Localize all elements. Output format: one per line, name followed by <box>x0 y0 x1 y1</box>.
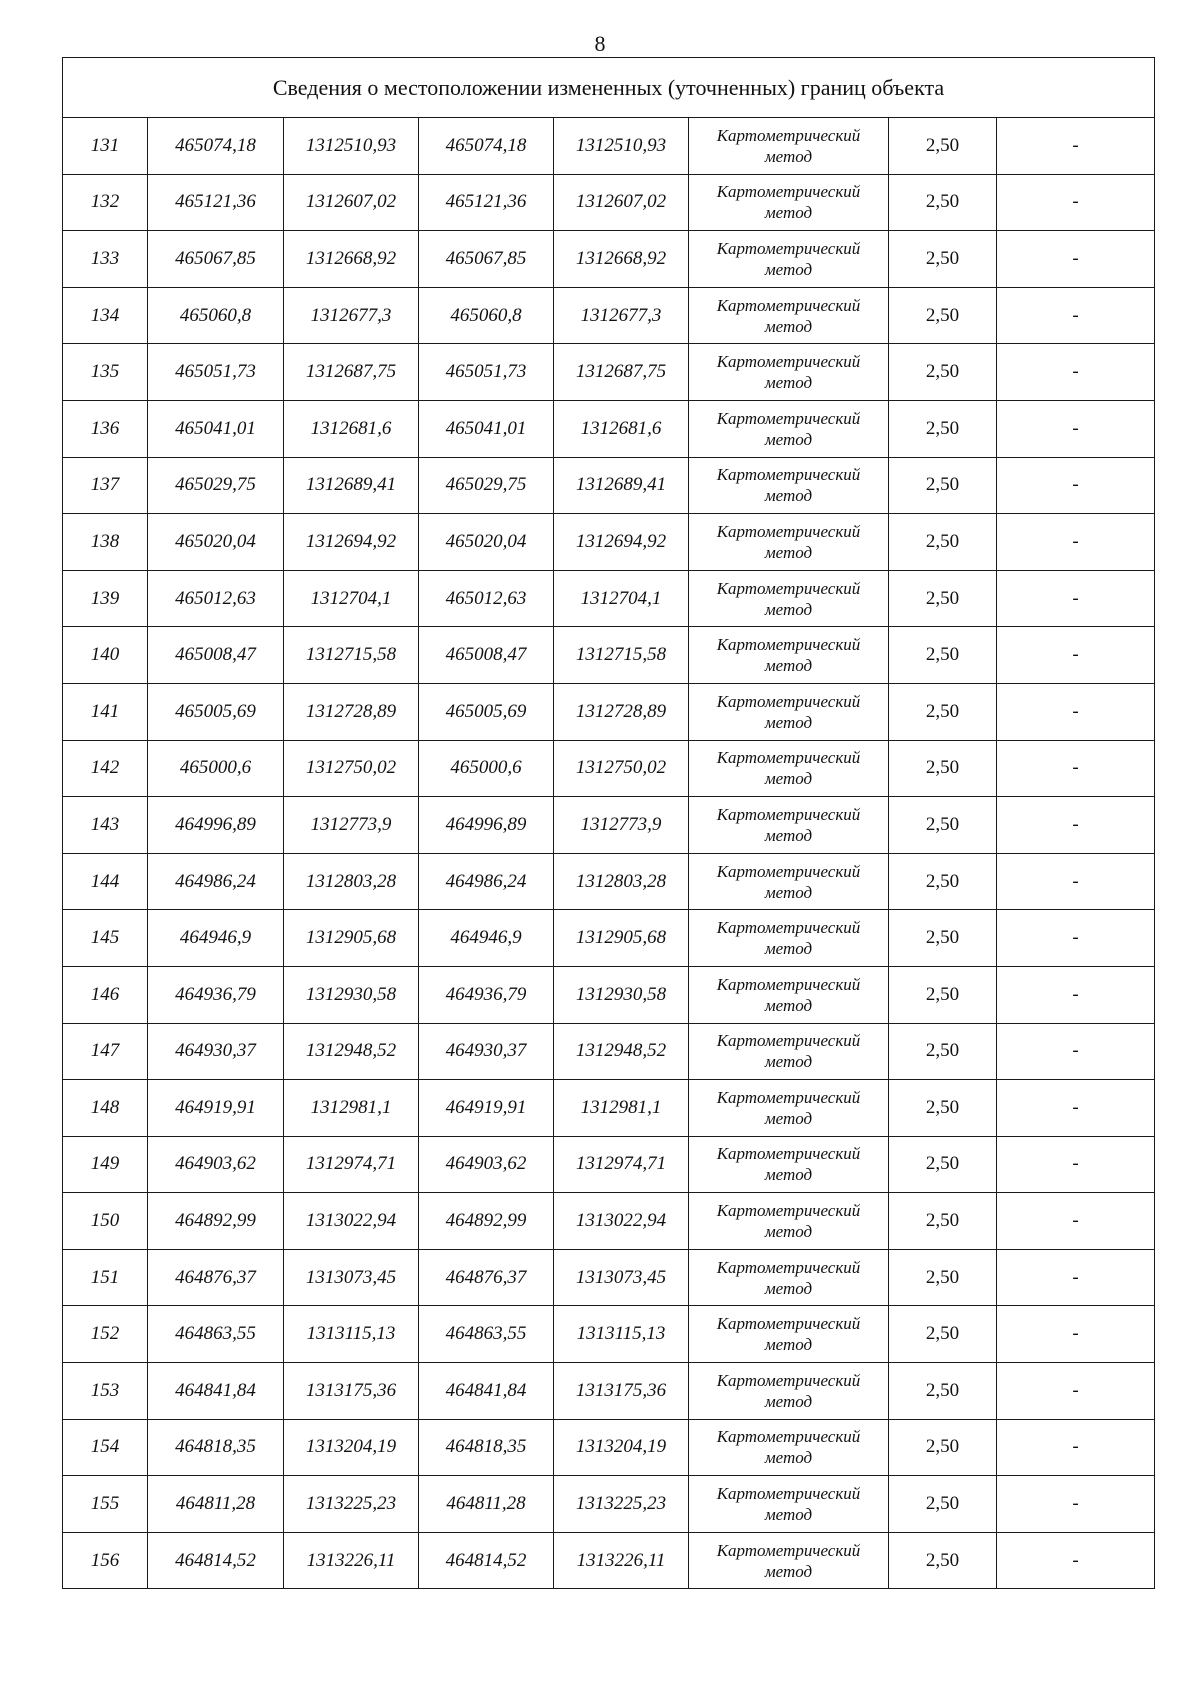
x-existing-cell: 464903,62 <box>148 1136 284 1193</box>
y-existing-cell: 1312681,6 <box>284 400 419 457</box>
y-existing-cell: 1312948,52 <box>284 1023 419 1080</box>
x-refined-cell: 465020,04 <box>419 514 554 571</box>
table-row <box>63 683 1155 740</box>
table-row <box>63 231 1155 288</box>
x-existing-cell: 465121,36 <box>148 174 284 231</box>
y-refined-cell: 1312974,71 <box>554 1136 689 1193</box>
precision-cell: 2,50 <box>889 797 997 854</box>
method-line-2: метод <box>764 146 813 166</box>
table-row <box>63 1249 1155 1306</box>
y-existing-cell: 1313022,94 <box>284 1193 419 1250</box>
point-number-cell: 137 <box>63 457 148 514</box>
x-existing-cell: 464946,9 <box>148 910 284 967</box>
precision-cell: 2,50 <box>889 627 997 684</box>
point-number-cell: 143 <box>63 797 148 854</box>
x-refined-cell: 465041,01 <box>419 400 554 457</box>
table-row <box>63 1193 1155 1250</box>
x-existing-cell: 465074,18 <box>148 118 284 175</box>
y-refined-cell: 1313073,45 <box>554 1249 689 1306</box>
precision-cell: 2,50 <box>889 1023 997 1080</box>
table-row <box>63 400 1155 457</box>
method-line-2: метод <box>764 769 813 789</box>
x-refined-cell: 465060,8 <box>419 287 554 344</box>
point-number-cell: 144 <box>63 853 148 910</box>
method-cell <box>689 174 889 231</box>
x-refined-cell: 464986,24 <box>419 853 554 910</box>
note-cell: - <box>997 1476 1155 1533</box>
method-cell <box>689 1193 889 1250</box>
method-cell <box>689 797 889 854</box>
x-refined-cell: 465121,36 <box>419 174 554 231</box>
y-refined-cell: 1312681,6 <box>554 400 689 457</box>
y-refined-cell: 1312803,28 <box>554 853 689 910</box>
x-existing-cell: 465067,85 <box>148 231 284 288</box>
method-cell <box>689 231 889 288</box>
precision-cell: 2,50 <box>889 1249 997 1306</box>
method-line-1: Картометрический <box>716 465 861 485</box>
method-line-2: метод <box>764 1278 813 1298</box>
precision-cell: 2,50 <box>889 1532 997 1589</box>
y-refined-cell: 1312715,58 <box>554 627 689 684</box>
note-cell: - <box>997 1363 1155 1420</box>
method-line-2: метод <box>764 1391 813 1411</box>
method-line-2: метод <box>764 825 813 845</box>
method-line-1: Картометрический <box>716 1370 861 1390</box>
note-cell: - <box>997 400 1155 457</box>
table-header-row <box>63 58 1155 118</box>
method-line-1: Картометрический <box>716 691 861 711</box>
method-line-2: метод <box>764 1505 813 1525</box>
x-refined-cell: 464930,37 <box>419 1023 554 1080</box>
y-refined-cell: 1312773,9 <box>554 797 689 854</box>
precision-cell: 2,50 <box>889 910 997 967</box>
precision-cell: 2,50 <box>889 740 997 797</box>
method-line-2: метод <box>764 599 813 619</box>
y-refined-cell: 1313022,94 <box>554 1193 689 1250</box>
table-row <box>63 457 1155 514</box>
method-cell <box>689 1419 889 1476</box>
method-line-1: Картометрический <box>716 521 861 541</box>
point-number-cell: 142 <box>63 740 148 797</box>
x-existing-cell: 465060,8 <box>148 287 284 344</box>
method-cell <box>689 1023 889 1080</box>
method-cell <box>689 966 889 1023</box>
y-refined-cell: 1312668,92 <box>554 231 689 288</box>
method-cell <box>689 1249 889 1306</box>
method-cell <box>689 400 889 457</box>
y-existing-cell: 1312981,1 <box>284 1080 419 1137</box>
y-refined-cell: 1313226,11 <box>554 1532 689 1589</box>
table-row <box>63 627 1155 684</box>
method-line-2: метод <box>764 882 813 902</box>
point-number-cell: 140 <box>63 627 148 684</box>
precision-cell: 2,50 <box>889 514 997 571</box>
y-existing-cell: 1312607,02 <box>284 174 419 231</box>
method-line-1: Картометрический <box>716 1427 861 1447</box>
note-cell: - <box>997 1419 1155 1476</box>
method-line-2: метод <box>764 1108 813 1128</box>
x-existing-cell: 464930,37 <box>148 1023 284 1080</box>
method-line-2: метод <box>764 939 813 959</box>
method-line-2: метод <box>764 995 813 1015</box>
method-cell <box>689 1080 889 1137</box>
y-existing-cell: 1313115,13 <box>284 1306 419 1363</box>
point-number-cell: 151 <box>63 1249 148 1306</box>
note-cell: - <box>997 797 1155 854</box>
y-existing-cell: 1312715,58 <box>284 627 419 684</box>
x-existing-cell: 464892,99 <box>148 1193 284 1250</box>
method-cell <box>689 344 889 401</box>
x-existing-cell: 465000,6 <box>148 740 284 797</box>
x-existing-cell: 464986,24 <box>148 853 284 910</box>
note-cell: - <box>997 683 1155 740</box>
y-existing-cell: 1312687,75 <box>284 344 419 401</box>
y-refined-cell: 1312687,75 <box>554 344 689 401</box>
x-refined-cell: 465012,63 <box>419 570 554 627</box>
method-line-1: Картометрический <box>716 635 861 655</box>
point-number-cell: 139 <box>63 570 148 627</box>
method-line-1: Картометрический <box>716 974 861 994</box>
method-line-2: метод <box>764 1335 813 1355</box>
y-existing-cell: 1313175,36 <box>284 1363 419 1420</box>
precision-cell: 2,50 <box>889 344 997 401</box>
x-refined-cell: 464818,35 <box>419 1419 554 1476</box>
x-refined-cell: 465029,75 <box>419 457 554 514</box>
precision-cell: 2,50 <box>889 1419 997 1476</box>
y-existing-cell: 1312974,71 <box>284 1136 419 1193</box>
y-existing-cell: 1313225,23 <box>284 1476 419 1533</box>
x-refined-cell: 465074,18 <box>419 118 554 175</box>
note-cell: - <box>997 514 1155 571</box>
x-refined-cell: 464946,9 <box>419 910 554 967</box>
method-cell <box>689 1306 889 1363</box>
method-line-2: метод <box>764 542 813 562</box>
note-cell: - <box>997 457 1155 514</box>
table-row <box>63 1306 1155 1363</box>
x-refined-cell: 464892,99 <box>419 1193 554 1250</box>
method-line-2: метод <box>764 656 813 676</box>
x-existing-cell: 464936,79 <box>148 966 284 1023</box>
table-row <box>63 1476 1155 1533</box>
x-refined-cell: 464903,62 <box>419 1136 554 1193</box>
x-refined-cell: 465005,69 <box>419 683 554 740</box>
y-existing-cell: 1312677,3 <box>284 287 419 344</box>
x-existing-cell: 465020,04 <box>148 514 284 571</box>
note-cell: - <box>997 627 1155 684</box>
note-cell: - <box>997 853 1155 910</box>
method-line-1: Картометрический <box>716 1201 861 1221</box>
table-row <box>63 853 1155 910</box>
x-existing-cell: 464841,84 <box>148 1363 284 1420</box>
y-refined-cell: 1313204,19 <box>554 1419 689 1476</box>
y-refined-cell: 1312704,1 <box>554 570 689 627</box>
precision-cell: 2,50 <box>889 966 997 1023</box>
method-line-2: метод <box>764 1222 813 1242</box>
precision-cell: 2,50 <box>889 853 997 910</box>
method-line-2: метод <box>764 203 813 223</box>
note-cell: - <box>997 1023 1155 1080</box>
x-existing-cell: 465051,73 <box>148 344 284 401</box>
x-refined-cell: 465051,73 <box>419 344 554 401</box>
y-refined-cell: 1312905,68 <box>554 910 689 967</box>
method-cell <box>689 457 889 514</box>
x-existing-cell: 464863,55 <box>148 1306 284 1363</box>
x-refined-cell: 465008,47 <box>419 627 554 684</box>
method-line-1: Картометрический <box>716 408 861 428</box>
method-cell <box>689 683 889 740</box>
point-number-cell: 147 <box>63 1023 148 1080</box>
y-existing-cell: 1313073,45 <box>284 1249 419 1306</box>
y-refined-cell: 1312677,3 <box>554 287 689 344</box>
method-cell <box>689 1136 889 1193</box>
y-existing-cell: 1313204,19 <box>284 1419 419 1476</box>
y-refined-cell: 1312607,02 <box>554 174 689 231</box>
point-number-cell: 145 <box>63 910 148 967</box>
y-refined-cell: 1312948,52 <box>554 1023 689 1080</box>
method-cell <box>689 627 889 684</box>
x-refined-cell: 464841,84 <box>419 1363 554 1420</box>
y-refined-cell: 1313115,13 <box>554 1306 689 1363</box>
method-cell <box>689 514 889 571</box>
precision-cell: 2,50 <box>889 174 997 231</box>
method-line-2: метод <box>764 259 813 279</box>
y-existing-cell: 1312750,02 <box>284 740 419 797</box>
precision-cell: 2,50 <box>889 1306 997 1363</box>
precision-cell: 2,50 <box>889 1136 997 1193</box>
point-number-cell: 138 <box>63 514 148 571</box>
x-existing-cell: 465012,63 <box>148 570 284 627</box>
x-refined-cell: 464814,52 <box>419 1532 554 1589</box>
x-refined-cell: 464919,91 <box>419 1080 554 1137</box>
table-row <box>63 740 1155 797</box>
note-cell: - <box>997 231 1155 288</box>
method-cell <box>689 1532 889 1589</box>
table-row <box>63 1023 1155 1080</box>
y-refined-cell: 1312750,02 <box>554 740 689 797</box>
precision-cell: 2,50 <box>889 231 997 288</box>
table-row <box>63 570 1155 627</box>
method-line-2: метод <box>764 1561 813 1581</box>
method-line-2: метод <box>764 316 813 336</box>
point-number-cell: 153 <box>63 1363 148 1420</box>
x-refined-cell: 464811,28 <box>419 1476 554 1533</box>
x-existing-cell: 465005,69 <box>148 683 284 740</box>
method-line-2: метод <box>764 1165 813 1185</box>
y-existing-cell: 1312704,1 <box>284 570 419 627</box>
y-refined-cell: 1312728,89 <box>554 683 689 740</box>
note-cell: - <box>997 1193 1155 1250</box>
method-line-1: Картометрический <box>716 125 861 145</box>
method-cell <box>689 1476 889 1533</box>
note-cell: - <box>997 1080 1155 1137</box>
x-existing-cell: 464876,37 <box>148 1249 284 1306</box>
method-line-2: метод <box>764 1448 813 1468</box>
method-cell <box>689 1363 889 1420</box>
x-existing-cell: 464919,91 <box>148 1080 284 1137</box>
table-row <box>63 118 1155 175</box>
point-number-cell: 152 <box>63 1306 148 1363</box>
y-refined-cell: 1312689,41 <box>554 457 689 514</box>
method-line-1: Картометрический <box>716 1484 861 1504</box>
table-header-title: Сведения о местоположении измененных (уточненных) границ объекта <box>63 58 1155 118</box>
note-cell: - <box>997 910 1155 967</box>
precision-cell: 2,50 <box>889 1080 997 1137</box>
table-row <box>63 344 1155 401</box>
method-cell <box>689 570 889 627</box>
point-number-cell: 133 <box>63 231 148 288</box>
y-refined-cell: 1313175,36 <box>554 1363 689 1420</box>
method-line-1: Картометрический <box>716 1087 861 1107</box>
method-cell <box>689 853 889 910</box>
method-line-1: Картометрический <box>716 1031 861 1051</box>
y-existing-cell: 1312803,28 <box>284 853 419 910</box>
point-number-cell: 154 <box>63 1419 148 1476</box>
x-refined-cell: 464863,55 <box>419 1306 554 1363</box>
note-cell: - <box>997 118 1155 175</box>
note-cell: - <box>997 287 1155 344</box>
x-refined-cell: 464936,79 <box>419 966 554 1023</box>
table-row <box>63 174 1155 231</box>
method-cell <box>689 287 889 344</box>
y-existing-cell: 1313226,11 <box>284 1532 419 1589</box>
note-cell: - <box>997 740 1155 797</box>
method-line-1: Картометрический <box>716 238 861 258</box>
table-row <box>63 1532 1155 1589</box>
y-existing-cell: 1312668,92 <box>284 231 419 288</box>
method-line-1: Картометрический <box>716 861 861 881</box>
precision-cell: 2,50 <box>889 118 997 175</box>
y-refined-cell: 1312930,58 <box>554 966 689 1023</box>
y-refined-cell: 1312981,1 <box>554 1080 689 1137</box>
y-existing-cell: 1312694,92 <box>284 514 419 571</box>
note-cell: - <box>997 1136 1155 1193</box>
method-line-1: Картометрический <box>716 748 861 768</box>
table-row <box>63 514 1155 571</box>
precision-cell: 2,50 <box>889 400 997 457</box>
x-existing-cell: 465029,75 <box>148 457 284 514</box>
point-number-cell: 136 <box>63 400 148 457</box>
precision-cell: 2,50 <box>889 287 997 344</box>
method-line-2: метод <box>764 486 813 506</box>
y-existing-cell: 1312689,41 <box>284 457 419 514</box>
y-refined-cell: 1313225,23 <box>554 1476 689 1533</box>
y-refined-cell: 1312510,93 <box>554 118 689 175</box>
method-line-2: метод <box>764 429 813 449</box>
point-number-cell: 155 <box>63 1476 148 1533</box>
precision-cell: 2,50 <box>889 1363 997 1420</box>
table-row <box>63 797 1155 854</box>
method-cell <box>689 118 889 175</box>
x-existing-cell: 464996,89 <box>148 797 284 854</box>
y-existing-cell: 1312728,89 <box>284 683 419 740</box>
method-cell <box>689 910 889 967</box>
precision-cell: 2,50 <box>889 683 997 740</box>
x-refined-cell: 464876,37 <box>419 1249 554 1306</box>
point-number-cell: 135 <box>63 344 148 401</box>
note-cell: - <box>997 1249 1155 1306</box>
x-refined-cell: 465067,85 <box>419 231 554 288</box>
table-row <box>63 1363 1155 1420</box>
point-number-cell: 149 <box>63 1136 148 1193</box>
point-number-cell: 132 <box>63 174 148 231</box>
precision-cell: 2,50 <box>889 570 997 627</box>
x-refined-cell: 465000,6 <box>419 740 554 797</box>
y-existing-cell: 1312773,9 <box>284 797 419 854</box>
point-number-cell: 156 <box>63 1532 148 1589</box>
table-row <box>63 1080 1155 1137</box>
point-number-cell: 131 <box>63 118 148 175</box>
method-line-2: метод <box>764 1052 813 1072</box>
point-number-cell: 150 <box>63 1193 148 1250</box>
point-number-cell: 141 <box>63 683 148 740</box>
y-existing-cell: 1312905,68 <box>284 910 419 967</box>
method-line-1: Картометрический <box>716 1144 861 1164</box>
boundary-coordinates-table <box>62 57 1155 1589</box>
x-existing-cell: 465041,01 <box>148 400 284 457</box>
method-line-1: Картометрический <box>716 1314 861 1334</box>
method-line-1: Картометрический <box>716 1257 861 1277</box>
point-number-cell: 146 <box>63 966 148 1023</box>
x-existing-cell: 464811,28 <box>148 1476 284 1533</box>
table-row <box>63 966 1155 1023</box>
note-cell: - <box>997 1532 1155 1589</box>
method-line-1: Картометрический <box>716 1540 861 1560</box>
method-line-1: Картометрический <box>716 352 861 372</box>
method-line-1: Картометрический <box>716 578 861 598</box>
x-existing-cell: 464818,35 <box>148 1419 284 1476</box>
x-existing-cell: 465008,47 <box>148 627 284 684</box>
method-line-1: Картометрический <box>716 182 861 202</box>
method-line-1: Картометрический <box>716 295 861 315</box>
y-existing-cell: 1312510,93 <box>284 118 419 175</box>
method-line-1: Картометрический <box>716 918 861 938</box>
precision-cell: 2,50 <box>889 1476 997 1533</box>
note-cell: - <box>997 570 1155 627</box>
table-row <box>63 287 1155 344</box>
precision-cell: 2,50 <box>889 1193 997 1250</box>
table-row <box>63 1136 1155 1193</box>
method-cell <box>689 740 889 797</box>
note-cell: - <box>997 966 1155 1023</box>
table-row <box>63 1419 1155 1476</box>
y-existing-cell: 1312930,58 <box>284 966 419 1023</box>
method-line-1: Картометрический <box>716 804 861 824</box>
note-cell: - <box>997 1306 1155 1363</box>
table-row <box>63 910 1155 967</box>
note-cell: - <box>997 344 1155 401</box>
page-number: 8 <box>594 31 606 56</box>
note-cell: - <box>997 174 1155 231</box>
method-line-2: метод <box>764 712 813 732</box>
precision-cell: 2,50 <box>889 457 997 514</box>
y-refined-cell: 1312694,92 <box>554 514 689 571</box>
point-number-cell: 134 <box>63 287 148 344</box>
table-body <box>63 58 1155 1589</box>
x-refined-cell: 464996,89 <box>419 797 554 854</box>
point-number-cell: 148 <box>63 1080 148 1137</box>
method-line-2: метод <box>764 373 813 393</box>
x-existing-cell: 464814,52 <box>148 1532 284 1589</box>
